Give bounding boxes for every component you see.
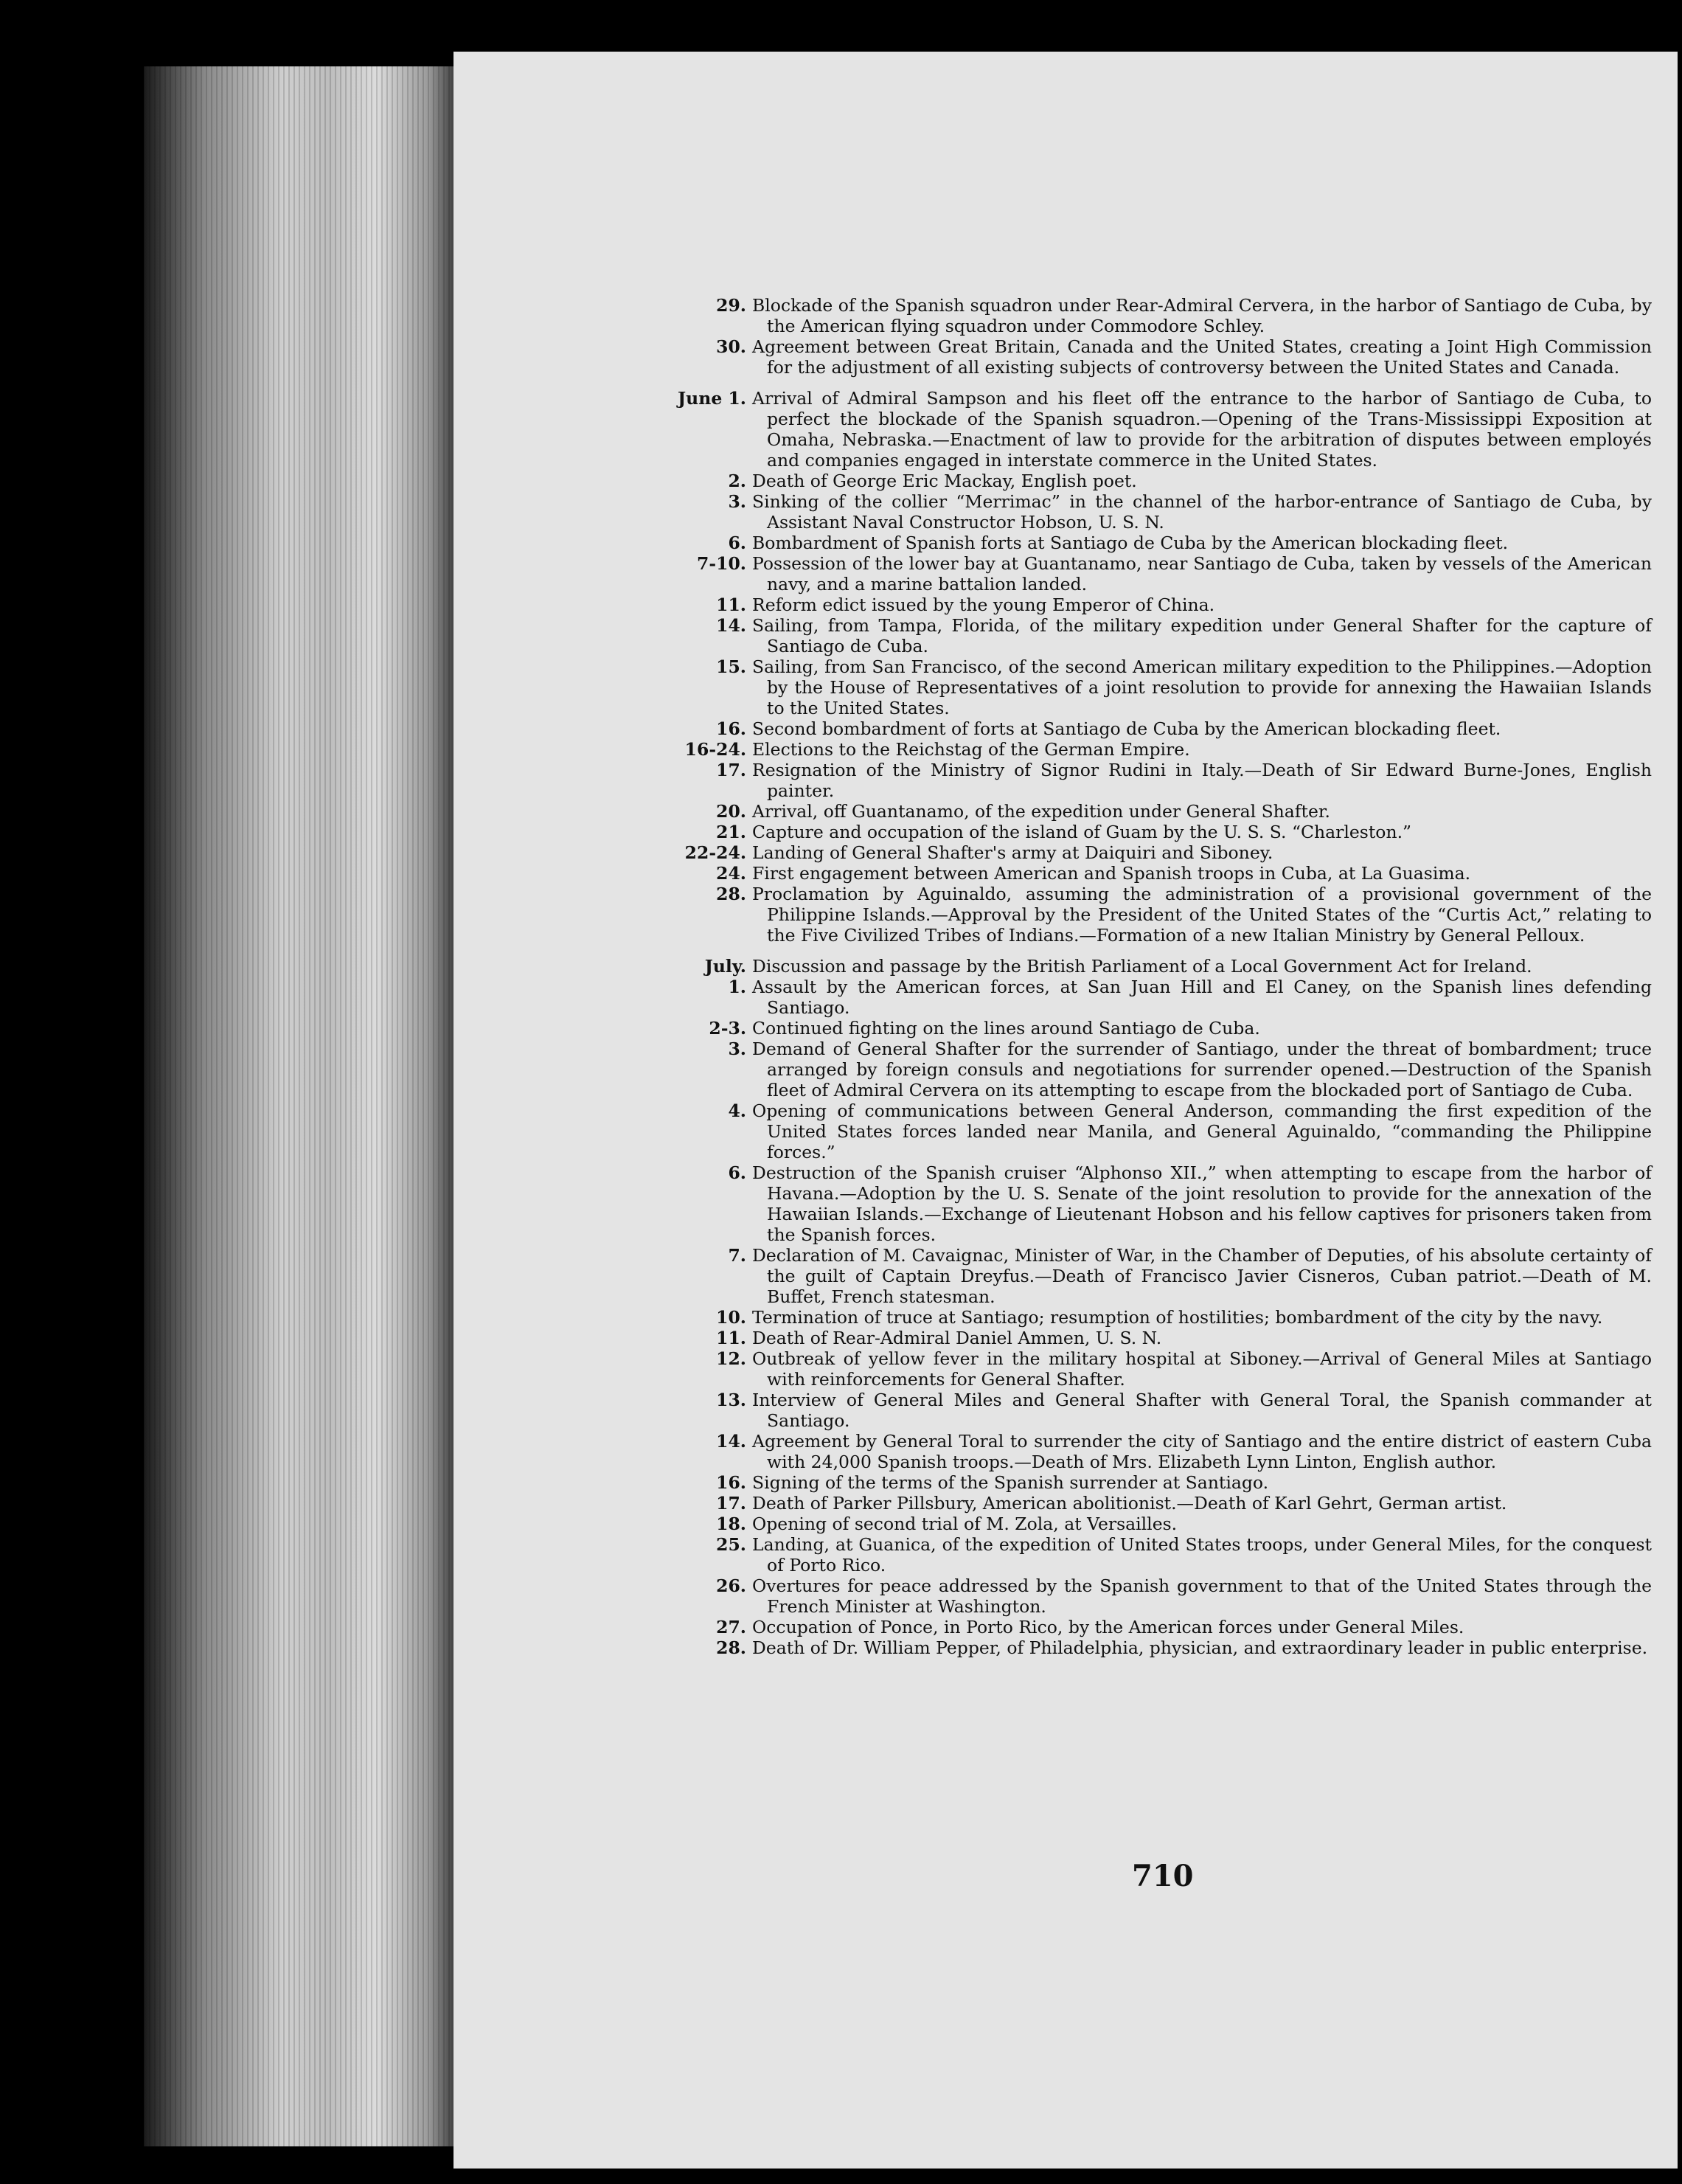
entry-date: 28. [716, 884, 746, 904]
chronology-entry [656, 739, 1652, 760]
chronology-entry [656, 336, 1652, 378]
chronology-entry [656, 1018, 1652, 1039]
entry-text: Capture and occupation of the island of Guam by the U. S. S. “Charleston.” [752, 822, 1412, 842]
entry-text: Reform edict issued by the young Emperor of China. [752, 594, 1215, 615]
entry-text: Possession of the lower bay at Guantanamo, near Santiago de Cuba, taken by vessels of the American navy, and a marine battalion landed. [752, 553, 1652, 594]
entry-text: Agreement by General Toral to surrender the city of Santiago and the entire district of eastern Cuba with 24,000 Spanish troops.—Death of Mrs. Elizabeth Lynn Linton, English author. [752, 1431, 1652, 1472]
entry-date: 29. [716, 295, 746, 316]
entry-date: 28. [716, 1637, 746, 1658]
chronology-entry [656, 1431, 1652, 1472]
entry-text: Sinking of the collier “Merrimac” in the channel of the harbor-entrance of Santiago de Cuba, by Assistant Naval Constructor Hobson, U. S. N. [752, 491, 1652, 533]
entry-date: 14. [716, 1431, 746, 1452]
entry-date: 6. [728, 533, 746, 553]
section-gap [656, 378, 1652, 388]
entry-date: 22-24. [684, 842, 746, 863]
entry-date: 1. [728, 977, 746, 997]
chronology-entry [656, 842, 1652, 863]
chronology-entry [656, 822, 1652, 842]
chronology-entry [656, 533, 1652, 553]
entry-date: 16. [716, 718, 746, 739]
entry-date: 20. [716, 801, 746, 822]
chronology-entry [656, 388, 1652, 471]
entry-text: Occupation of Ponce, in Porto Rico, by the American forces under General Miles. [752, 1617, 1464, 1637]
entry-date: 12. [716, 1348, 746, 1369]
entry-text: Arrival, off Guantanamo, of the expedition under General Shafter. [752, 801, 1330, 822]
entry-date: 30. [716, 336, 746, 357]
chronology-entry [656, 1162, 1652, 1245]
entry-text: Discussion and passage by the British Parliament of a Local Government Act for Ireland. [752, 956, 1532, 977]
entry-date: 25. [716, 1534, 746, 1555]
entry-date: 7-10. [697, 553, 746, 574]
entry-date: 7. [728, 1245, 746, 1266]
chronology-entry [656, 491, 1652, 533]
entry-text: Termination of truce at Santiago; resumption of hostilities; bombardment of the city by the navy. [752, 1307, 1603, 1328]
chronology-entry [656, 1493, 1652, 1514]
entry-text: First engagement between American and Spanish troops in Cuba, at La Guasima. [752, 863, 1471, 884]
entry-date: 14. [716, 615, 746, 636]
entry-text: Arrival of Admiral Sampson and his fleet off the entrance to the harbor of Santiago de Cuba, to perfect the blockade of the Spanish squadron.—Opening of the Trans-Mississippi Exposition at Omaha, Nebraska.—Enactment of law to provide for the arbitration of disputes between employés and companies engaged in interstate commerce in the United States. [752, 388, 1652, 471]
chronology-entry [656, 801, 1652, 822]
entry-text: Resignation of the Ministry of Signor Rudini in Italy.—Death of Sir Edward Burne-Jones, English painter. [752, 760, 1652, 801]
chronology-entry [656, 760, 1652, 801]
entry-text: Sailing, from San Francisco, of the second American military expedition to the Philippines.—Adoption by the House of Representatives of a joint resolution to provide for annexing the Hawaiian Islands to the United States. [752, 656, 1652, 718]
chronology-entry [656, 1390, 1652, 1431]
entry-text: Opening of communications between General Anderson, commanding the first expedition of the United States forces landed near Manila, and General Aguinaldo, “commanding the Philippine forces.” [752, 1100, 1652, 1162]
entry-date: June 1. [678, 388, 746, 409]
entry-text: Proclamation by Aguinaldo, assuming the administration of a provisional government of the Philippine Islands.—Approval by the President of the United States of the “Curtis Act,” relating to the Five Civilized Tribes of Indians.—Formation of a new Italian Ministry by General Pelloux. [752, 884, 1652, 946]
page-edge-streaks [144, 66, 453, 2146]
chronology-entry [656, 884, 1652, 946]
entry-text: Outbreak of yellow fever in the military hospital at Siboney.—Arrival of General Miles at Santiago with reinforcements for General Shafter. [752, 1348, 1652, 1390]
entry-date: 3. [728, 1039, 746, 1059]
chronology-entry [656, 615, 1652, 656]
entry-text: Death of Rear-Admiral Daniel Ammen, U. S. N. [752, 1328, 1162, 1348]
entry-date: 2. [728, 471, 746, 491]
chronology-entry [656, 1575, 1652, 1617]
chronology-entry [656, 594, 1652, 615]
entry-date: 17. [716, 760, 746, 780]
entry-text: Signing of the terms of the Spanish surrender at Santiago. [752, 1472, 1269, 1493]
entry-text: Blockade of the Spanish squadron under Rear-Admiral Cervera, in the harbor of Santiago de Cuba, by the American flying squadron under Commodore Schley. [752, 295, 1652, 336]
entry-text: Sailing, from Tampa, Florida, of the military expedition under General Shafter for the capture of Santiago de Cuba. [752, 615, 1652, 656]
section-gap [656, 946, 1652, 956]
chronology-entry [656, 1245, 1652, 1307]
entry-date: 2-3. [709, 1018, 746, 1039]
entry-text: Declaration of M. Cavaignac, Minister of War, in the Chamber of Deputies, of his absolute certainty of the guilt of Captain Dreyfus.—Death of Francisco Javier Cisneros, Cuban patriot.—Death of M. Buffet, French statesman. [752, 1245, 1652, 1307]
entry-text: Bombardment of Spanish forts at Santiago de Cuba by the American blockading fleet. [752, 533, 1509, 553]
chronology-entry [656, 1307, 1652, 1328]
entry-text: Elections to the Reichstag of the German Empire. [752, 739, 1190, 760]
entry-date: 4. [728, 1100, 746, 1121]
entry-date: 3. [728, 491, 746, 512]
entry-date: 16. [716, 1472, 746, 1493]
chronology-entry [656, 656, 1652, 718]
entry-text: Death of Parker Pillsbury, American abolitionist.—Death of Karl Gehrt, German artist. [752, 1493, 1507, 1514]
entry-text: Assault by the American forces, at San Juan Hill and El Caney, on the Spanish lines defending Santiago. [752, 977, 1652, 1018]
entry-date: 11. [716, 1328, 746, 1348]
entry-text: Landing of General Shafter's army at Daiquiri and Siboney. [752, 842, 1273, 863]
chronology-entry [656, 1039, 1652, 1100]
entry-date: 10. [716, 1307, 746, 1328]
chronology-list [656, 295, 1652, 1658]
entry-date: 18. [716, 1514, 746, 1534]
chronology-entry [656, 1348, 1652, 1390]
entry-text: Death of George Eric Mackay, English poet. [752, 471, 1137, 491]
entry-date: 26. [716, 1575, 746, 1596]
entry-date: 16-24. [684, 739, 746, 760]
chronology-entry [656, 1637, 1652, 1658]
entry-date: 15. [716, 656, 746, 677]
chronology-entry [656, 1328, 1652, 1348]
chronology-entry [656, 1514, 1652, 1534]
entry-text: Opening of second trial of M. Zola, at Versailles. [752, 1514, 1178, 1534]
entry-text: Landing, at Guanica, of the expedition of United States troops, under General Miles, for the conquest of Porto Rico. [752, 1534, 1652, 1575]
chronology-entry [656, 718, 1652, 739]
entry-date: 21. [716, 822, 746, 842]
chronology-entry [656, 1100, 1652, 1162]
entry-text: Demand of General Shafter for the surrender of Santiago, under the threat of bombardment; truce arranged by foreign consuls and negotiations for surrender opened.—Destruction of the Spanish fleet of Admiral Cervera on its attempting to escape from the blockaded port of Santiago de Cuba. [752, 1039, 1652, 1100]
chronology-entry [656, 956, 1652, 977]
entry-date: 6. [728, 1162, 746, 1183]
entry-date: 13. [716, 1390, 746, 1410]
entry-text: Death of Dr. William Pepper, of Philadelphia, physician, and extraordinary leader in public enterprise. [752, 1637, 1648, 1658]
entry-date: 11. [716, 594, 746, 615]
entry-date: 24. [716, 863, 746, 884]
chronology-entry [656, 553, 1652, 594]
entry-text: Agreement between Great Britain, Canada and the United States, creating a Joint High Commission for the adjustment of all existing subjects of controversy between the United States and Canada. [752, 336, 1652, 378]
entry-text: Continued fighting on the lines around Santiago de Cuba. [752, 1018, 1260, 1039]
chronology-entry [656, 295, 1652, 336]
entry-date: 17. [716, 1493, 746, 1514]
entry-text: Overtures for peace addressed by the Spanish government to that of the United States through the French Minister at Washington. [752, 1575, 1652, 1617]
chronology-entry [656, 863, 1652, 884]
entry-date: July. [704, 956, 746, 977]
entry-text: Destruction of the Spanish cruiser “Alphonso XII.,” when attempting to escape from the harbor of Havana.—Adoption by the U. S. Senate of the joint resolution to provide for the annexation of the Hawaiian Islands.—Exchange of Lieutenant Hobson and his fellow captives for prisoners taken from the Spanish forces. [752, 1162, 1652, 1245]
chronology-entry [656, 471, 1652, 491]
entry-text: Interview of General Miles and General Shafter with General Toral, the Spanish commander at Santiago. [752, 1390, 1652, 1431]
chronology-entry [656, 1617, 1652, 1637]
chronology-entry [656, 977, 1652, 1018]
chronology-entry [656, 1472, 1652, 1493]
page-number: 710 [1132, 1859, 1194, 1893]
entry-text: Second bombardment of forts at Santiago de Cuba by the American blockading fleet. [752, 718, 1501, 739]
chronology-entry [656, 1534, 1652, 1575]
entry-date: 27. [716, 1617, 746, 1637]
